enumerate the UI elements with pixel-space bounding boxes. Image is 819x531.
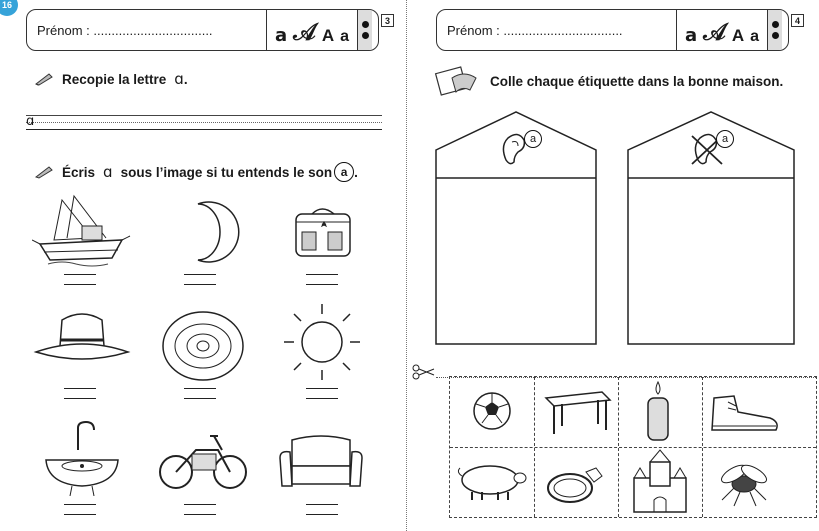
header-box bbox=[26, 9, 379, 51]
picture-sink bbox=[40, 420, 140, 520]
answer-line-flower[interactable] bbox=[184, 388, 216, 389]
answer-line-hat-2[interactable] bbox=[64, 398, 96, 399]
house-left-symbol: a bbox=[529, 133, 537, 145]
letter-forms bbox=[267, 10, 358, 50]
name-field[interactable]: Prénom : ................................. bbox=[437, 10, 677, 50]
pencil-icon bbox=[34, 72, 54, 86]
picture-motorbike bbox=[158, 420, 258, 520]
answer-line-sink[interactable] bbox=[64, 504, 96, 505]
page-number: 3 bbox=[381, 14, 394, 27]
sound-bubble-icon bbox=[334, 162, 354, 182]
picture-sun bbox=[282, 300, 382, 400]
picture-flower bbox=[158, 306, 258, 406]
answer-line-motorbike[interactable] bbox=[184, 504, 216, 505]
label-pig[interactable] bbox=[452, 448, 534, 518]
letter-script-small: a bbox=[275, 25, 288, 46]
letter-cursive-capital: 𝒜 bbox=[293, 17, 316, 46]
model-letter: ɑ bbox=[26, 114, 35, 129]
right-instruction bbox=[434, 64, 783, 98]
exercise2-letter: ɑ bbox=[103, 163, 113, 181]
label-fly[interactable] bbox=[704, 448, 786, 518]
name-field[interactable]: Prénom : ................................. bbox=[27, 10, 267, 50]
label-ball[interactable] bbox=[452, 378, 534, 448]
letter-script-small: a bbox=[685, 25, 698, 46]
exercise1-instruction bbox=[34, 70, 188, 88]
picture-moon bbox=[168, 192, 268, 292]
sound-symbol: a bbox=[340, 165, 348, 179]
left-page bbox=[0, 0, 406, 531]
exercise1-suffix: . bbox=[183, 71, 188, 87]
label-shoe[interactable] bbox=[704, 378, 786, 448]
header-box bbox=[436, 9, 789, 51]
page-fold-line bbox=[406, 0, 407, 531]
answer-line-armchair[interactable] bbox=[306, 504, 338, 505]
letter-capital: A bbox=[731, 26, 745, 45]
level-dots bbox=[768, 10, 782, 50]
right-instruction-text: Colle chaque étiquette dans la bonne maison. bbox=[490, 73, 784, 89]
answer-line-boat[interactable] bbox=[64, 274, 96, 275]
letter-cursive-capital: 𝒜 bbox=[703, 17, 726, 46]
writing-lines[interactable] bbox=[26, 112, 382, 134]
page-badge: 16 bbox=[0, 0, 18, 16]
label-table[interactable] bbox=[536, 378, 618, 448]
letter-small: a bbox=[750, 28, 760, 45]
exercise1-text: Recopie la lettre bbox=[62, 71, 167, 87]
label-candle[interactable] bbox=[620, 378, 702, 448]
glue-icon bbox=[434, 64, 482, 98]
sound-bubble-icon bbox=[716, 130, 734, 148]
exercise2-text-end: sous l’image si tu entends le son bbox=[120, 164, 333, 180]
answer-line-sun[interactable] bbox=[306, 388, 338, 389]
exercise1-letter: ɑ bbox=[174, 70, 184, 88]
answer-line-schoolbag-2[interactable] bbox=[306, 284, 338, 285]
picture-armchair bbox=[276, 430, 376, 530]
letter-capital: A bbox=[321, 26, 335, 45]
answer-line-sink-2[interactable] bbox=[64, 514, 96, 515]
answer-line-sun-2[interactable] bbox=[306, 398, 338, 399]
label-ring[interactable] bbox=[536, 448, 618, 518]
picture-schoolbag bbox=[282, 192, 382, 292]
picture-boat bbox=[32, 192, 132, 292]
exercise2-text-start: Écris bbox=[62, 164, 96, 180]
exercise2-instruction bbox=[34, 162, 358, 182]
letter-forms bbox=[677, 10, 768, 50]
answer-line-moon-2[interactable] bbox=[184, 284, 216, 285]
answer-line-flower-2[interactable] bbox=[184, 398, 216, 399]
exercise2-suffix: . bbox=[354, 164, 358, 180]
sound-bubble-icon bbox=[524, 130, 542, 148]
page-number: 4 bbox=[791, 14, 804, 27]
house-right-symbol: a bbox=[721, 133, 729, 145]
level-dots bbox=[358, 10, 372, 50]
pencil-icon bbox=[34, 165, 54, 179]
answer-line-schoolbag[interactable] bbox=[306, 274, 338, 275]
label-castle[interactable] bbox=[620, 448, 702, 518]
answer-line-motorbike-2[interactable] bbox=[184, 514, 216, 515]
answer-line-boat-2[interactable] bbox=[64, 284, 96, 285]
picture-hat bbox=[32, 306, 132, 406]
answer-line-armchair-2[interactable] bbox=[306, 514, 338, 515]
answer-line-hat[interactable] bbox=[64, 388, 96, 389]
letter-small: a bbox=[340, 28, 350, 45]
answer-line-moon[interactable] bbox=[184, 274, 216, 275]
scissors-icon bbox=[412, 364, 436, 380]
